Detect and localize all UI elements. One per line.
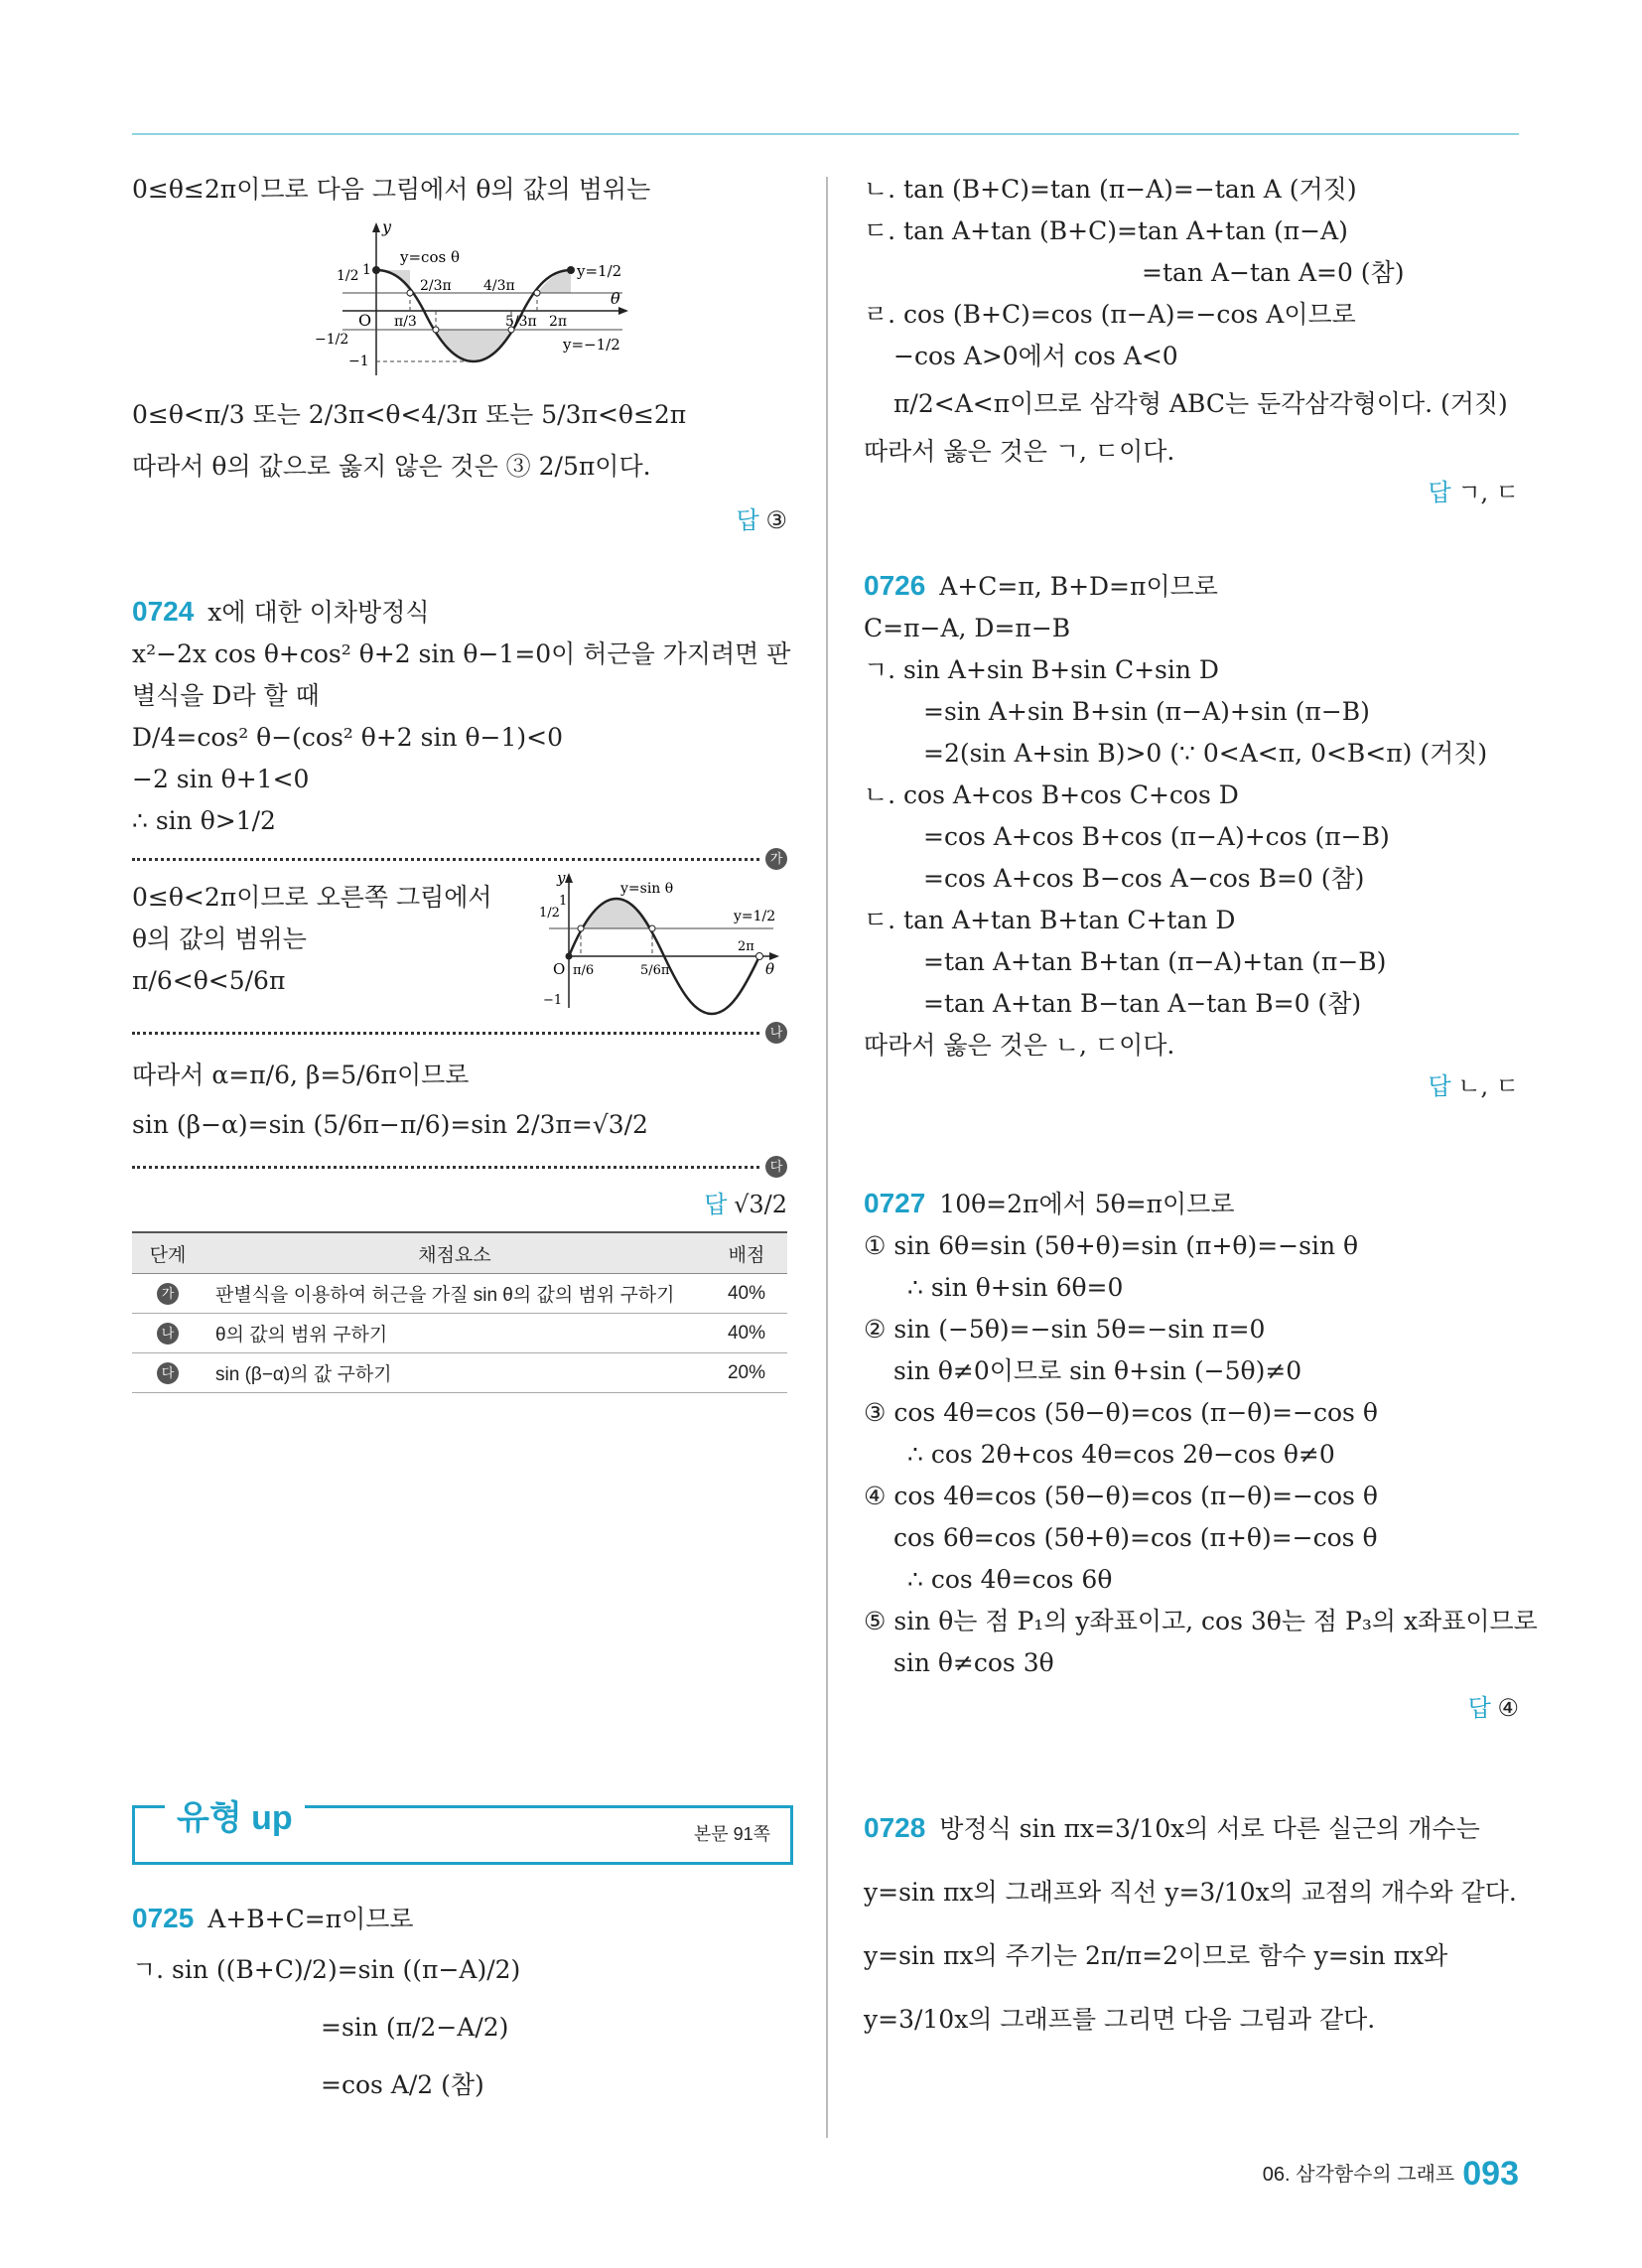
p724-line3: 별식을 D라 할 때 bbox=[132, 681, 320, 710]
pt-pi3 bbox=[407, 290, 413, 296]
p724-line6: ∴ sin θ>1/2 bbox=[132, 806, 276, 835]
p728-line4: y=3/10x의 그래프를 그리면 다음 그림과 같다. bbox=[864, 2005, 1376, 2034]
problem-number: 0724 bbox=[132, 596, 195, 627]
p727-line1: 0727 10θ=2π에서 5θ=π이므로 bbox=[864, 1188, 1235, 1218]
g2-label-pi6: π/6 bbox=[573, 963, 595, 978]
chapter-label: 06. 삼각함수의 그래프 bbox=[1262, 2164, 1455, 2186]
p726-line2: C=π−A, D=π−B bbox=[864, 614, 1071, 642]
p724-range-block bbox=[132, 869, 787, 1016]
r-line5: −cos A>0에서 cos A<0 bbox=[893, 342, 1178, 370]
p727-line9: cos 6θ=cos (5θ+θ)=cos (π+θ)=−cos θ bbox=[893, 1523, 1378, 1552]
p727-line12: sin θ≠cos 3θ bbox=[893, 1648, 1054, 1677]
p726-line6: ㄴ. cos A+cos B+cos C+cos D bbox=[864, 780, 1239, 809]
right-column bbox=[864, 169, 1538, 2052]
p727-line6: ③ cos 4θ=cos (5θ−θ)=cos (π−θ)=−cos θ bbox=[864, 1398, 1378, 1427]
p723-conclusion: 따라서 θ의 값으로 옳지 않은 것은 ③ 2/5π이다. bbox=[132, 452, 651, 481]
p726-line3: ㄱ. sin A+sin B+sin C+sin D bbox=[864, 655, 1219, 684]
g2-label-5pi6: 5/6π bbox=[640, 963, 670, 978]
g2-pt-origin bbox=[566, 953, 573, 960]
g1-tick-half: 1/2 bbox=[337, 268, 359, 284]
table-cell: 판별식을 이용하여 허근을 가질 sin θ의 값의 범위 구하기 bbox=[204, 1274, 706, 1314]
g2-pt-5pi6 bbox=[649, 925, 655, 931]
axis-x-arrow bbox=[618, 307, 628, 315]
g1-origin: O bbox=[358, 311, 372, 330]
p725-line4: =cos A/2 (참) bbox=[321, 2070, 484, 2099]
p724-line1: 0724 x에 대한 이차방정식 bbox=[132, 596, 430, 627]
g1-tick-one: 1 bbox=[362, 262, 371, 278]
dotted-divider bbox=[132, 851, 783, 866]
pt-2pi3 bbox=[433, 327, 439, 333]
dotted-divider bbox=[132, 1159, 783, 1174]
p726-line8: =cos A+cos B−cos A−cos B=0 (참) bbox=[923, 864, 1365, 893]
start-point bbox=[372, 266, 380, 274]
th-step: 단계 bbox=[132, 1232, 204, 1274]
p724-line7: 0≤θ<2π이므로 오른쪽 그림에서 bbox=[132, 883, 492, 912]
problem-number: 0726 bbox=[864, 570, 926, 601]
page-footer bbox=[1263, 2155, 1519, 2194]
p724-line8: θ의 값의 범위는 bbox=[132, 924, 307, 953]
dotted-divider bbox=[132, 1025, 783, 1040]
sin-graph bbox=[539, 869, 787, 1018]
p727-line2: ① sin 6θ=sin (5θ+θ)=sin (π+θ)=−sin θ bbox=[864, 1231, 1359, 1260]
p727-answer: 답 ④ bbox=[1467, 1694, 1519, 1722]
g1-label-2pi3: 2/3π bbox=[420, 278, 452, 294]
g2-tick-minus-one: −1 bbox=[543, 993, 563, 1008]
r-line2: ㄷ. tan A+tan (B+C)=tan A+tan (π−A) bbox=[864, 216, 1348, 245]
p727-line8: ④ cos 4θ=cos (5θ−θ)=cos (π−θ)=−cos θ bbox=[864, 1482, 1378, 1510]
p728-line3: y=sin πx의 주기는 2π/π=2이므로 함수 y=sin πx와 bbox=[864, 1941, 1448, 1970]
p724-answer: 답 √3/2 bbox=[704, 1191, 787, 1218]
r-line1: ㄴ. tan (B+C)=tan (π−A)=−tan A (거짓) bbox=[864, 175, 1357, 204]
p723-intro: 0≤θ≤2π이므로 다음 그림에서 θ의 값의 범위는 bbox=[132, 175, 651, 204]
g2-axis-y: y bbox=[557, 869, 566, 887]
problem-number: 0725 bbox=[132, 1903, 195, 1933]
header-rule bbox=[132, 133, 1519, 135]
g2-two-pi: 2π bbox=[738, 939, 754, 954]
p724-line11: sin (β−α)=sin (5/6π−π/6)=sin 2/3π=√3/2 bbox=[132, 1110, 648, 1139]
g2-axis-x-arrow bbox=[769, 952, 779, 960]
axis-y-arrow bbox=[372, 222, 380, 232]
p724-line5: −2 sin θ+1<0 bbox=[132, 765, 310, 793]
step-mark: 나 bbox=[765, 1022, 787, 1044]
p725-line1: 0725 A+B+C=π이므로 bbox=[132, 1903, 414, 1933]
g1-axis-x: θ bbox=[611, 289, 620, 308]
g1-label-4pi3: 4/3π bbox=[483, 278, 515, 294]
scoring-table bbox=[132, 1231, 787, 1393]
section-title-box bbox=[132, 1799, 793, 1865]
table-row bbox=[132, 1274, 787, 1314]
page-number: 093 bbox=[1462, 2155, 1519, 2193]
p725-line3: =sin (π/2−A/2) bbox=[321, 2013, 509, 2042]
column-divider bbox=[826, 177, 828, 2138]
p726-line12: 따라서 옳은 것은 ㄴ, ㄷ이다. bbox=[864, 1031, 1175, 1060]
g1-label-pi3: π/3 bbox=[394, 314, 417, 330]
g2-curve-label: y=sin θ bbox=[620, 881, 674, 897]
g2-origin: O bbox=[553, 960, 566, 978]
r-line7: 따라서 옳은 것은 ㄱ, ㄷ이다. bbox=[864, 437, 1175, 466]
step-mark: 다 bbox=[157, 1362, 179, 1384]
th-score: 배점 bbox=[706, 1232, 787, 1274]
g1-axis-y: y bbox=[382, 217, 392, 236]
p728-line1: 0728 방정식 sin πx=3/10x의 서로 다른 실근의 개수는 bbox=[864, 1812, 1480, 1843]
step-mark: 다 bbox=[765, 1156, 787, 1178]
g2-line-label: y=1/2 bbox=[734, 909, 776, 924]
p727-line10: ∴ cos 4θ=cos 6θ bbox=[907, 1565, 1113, 1594]
cos-graph bbox=[132, 214, 787, 383]
p727-line3: ∴ sin θ+sin 6θ=0 bbox=[907, 1273, 1124, 1302]
p724-line9: π/6<θ<5/6π bbox=[132, 966, 286, 995]
g2-pt-end bbox=[756, 953, 763, 960]
r-line3: =tan A−tan A=0 (참) bbox=[1142, 258, 1405, 287]
step-mark: 가 bbox=[765, 848, 787, 870]
p726-line1: 0726 A+C=π, B+D=π이므로 bbox=[864, 570, 1218, 601]
table-row bbox=[132, 1314, 787, 1353]
g2-axis-y-arrow bbox=[565, 873, 573, 883]
p725-line2: ㄱ. sin ((B+C)/2)=sin ((π−A)/2) bbox=[132, 1955, 521, 1984]
g1-tick-minus-one: −1 bbox=[348, 354, 369, 369]
step-mark: 가 bbox=[157, 1283, 179, 1305]
p726-line9: ㄷ. tan A+tan B+tan C+tan D bbox=[864, 906, 1236, 934]
table-row bbox=[132, 1353, 787, 1393]
table-cell: sin (β−α)의 값 구하기 bbox=[204, 1353, 706, 1393]
p727-line7: ∴ cos 2θ+cos 4θ=cos 2θ−cos θ≠0 bbox=[907, 1440, 1335, 1469]
p726-line10: =tan A+tan B+tan (π−A)+tan (π−B) bbox=[923, 947, 1387, 976]
g1-curve-label: y=cos θ bbox=[400, 248, 460, 266]
section-title: 유형 up bbox=[165, 1794, 305, 1842]
pt-5pi3 bbox=[534, 290, 540, 296]
r-line6: π/2<A<π이므로 삼각형 ABC는 둔각삼각형이다. (거짓) bbox=[893, 389, 1508, 418]
problem-number: 0728 bbox=[864, 1812, 926, 1843]
g1-upper-label: y=1/2 bbox=[577, 262, 622, 280]
g2-tick-half: 1/2 bbox=[539, 906, 560, 921]
table-cell: 20% bbox=[706, 1353, 787, 1393]
th-item: 채점요소 bbox=[204, 1232, 706, 1274]
g2-axis-x: θ bbox=[765, 960, 775, 978]
g2-tick-one: 1 bbox=[559, 894, 568, 909]
table-cell: θ의 값의 범위 구하기 bbox=[204, 1314, 706, 1353]
p724-line10: 따라서 α=π/6, β=5/6π이므로 bbox=[132, 1061, 470, 1089]
p726-line11: =tan A+tan B−tan A−tan B=0 (참) bbox=[923, 989, 1362, 1018]
p723-range: 0≤θ<π/3 또는 2/3π<θ<4/3π 또는 5/3π<θ≤2π bbox=[132, 400, 687, 429]
p727-line11: ⑤ sin θ는 점 P₁의 y좌표이고, cos 3θ는 점 P₃의 x좌표이므로 bbox=[864, 1607, 1538, 1635]
g1-lower-label: y=−1/2 bbox=[563, 336, 620, 354]
p726-line4: =sin A+sin B+sin (π−A)+sin (π−B) bbox=[923, 697, 1370, 726]
g2-pt-pi6 bbox=[578, 925, 584, 931]
problem-number: 0727 bbox=[864, 1188, 926, 1218]
p724-line4: D/4=cos² θ−(cos² θ+2 sin θ−1)<0 bbox=[132, 723, 564, 752]
r-line4: ㄹ. cos (B+C)=cos (π−A)=−cos A이므로 bbox=[864, 300, 1356, 329]
p725-answer: 답 ㄱ, ㄷ bbox=[1428, 479, 1519, 506]
end-point bbox=[567, 266, 575, 274]
section-page-ref: 본문 91쪽 bbox=[693, 1824, 770, 1844]
g1-label-5pi3: 5/3π bbox=[505, 314, 537, 330]
p727-line4: ② sin (−5θ)=−sin 5θ=−sin π=0 bbox=[864, 1315, 1266, 1344]
table-cell: 40% bbox=[706, 1314, 787, 1353]
step-mark: 나 bbox=[157, 1323, 179, 1345]
p726-line5: =2(sin A+sin B)>0 (∵ 0<A<π, 0<B<π) (거짓) bbox=[923, 739, 1488, 768]
p724-line2: x²−2x cos θ+cos² θ+2 sin θ−1=0이 허근을 가지려면 판 bbox=[132, 639, 791, 668]
left-column bbox=[132, 169, 791, 1393]
table-cell: 40% bbox=[706, 1274, 787, 1314]
p728-line2: y=sin πx의 그래프와 직선 y=3/10x의 교점의 개수와 같다. bbox=[864, 1878, 1517, 1907]
g1-two-pi: 2π bbox=[549, 314, 568, 330]
g1-tick-minus-half: −1/2 bbox=[315, 332, 349, 348]
p725-block bbox=[132, 1897, 787, 2114]
p726-line7: =cos A+cos B+cos (π−A)+cos (π−B) bbox=[923, 822, 1390, 851]
p726-answer: 답 ㄴ, ㄷ bbox=[1428, 1072, 1519, 1100]
p723-answer: 답 ③ bbox=[736, 506, 787, 534]
p727-line5: sin θ≠0이므로 sin θ+sin (−5θ)≠0 bbox=[893, 1356, 1302, 1385]
